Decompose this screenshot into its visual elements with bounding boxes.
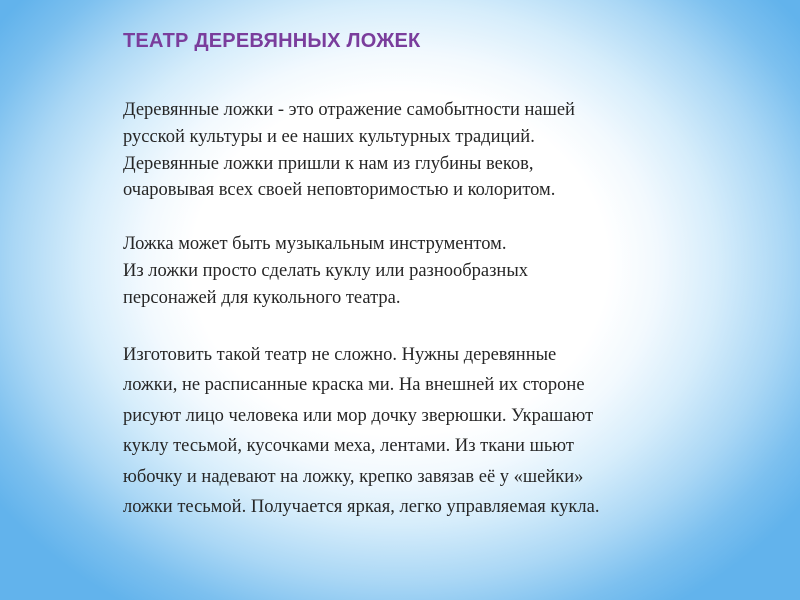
paragraph-making <box>123 340 599 522</box>
text-line: юбочку и надевают на ложку, крепко завязав её у «шейки» <box>123 466 584 487</box>
text-line: ложки, не расписанные краска ми. На внешней их стороне <box>123 375 585 396</box>
slide-title: ТЕАТР ДЕРЕВЯННЫХ ЛОЖЕК <box>123 30 421 52</box>
text-line: рисуют лицо человека или мор дочку зверюшки. Украшают <box>123 405 594 426</box>
text-line: Изготовить такой театр не сложно. Нужны деревянные <box>123 345 557 365</box>
paragraph-intro <box>123 97 575 204</box>
text-line: очаровывая всех своей неповторимостью и колоритом. <box>123 180 556 201</box>
paragraph-instrument <box>123 231 528 311</box>
text-line: персонажей для кукольного театра. <box>123 287 401 308</box>
text-line: Ложка может быть музыкальным инструментом. <box>123 234 507 254</box>
text-line: Деревянные ложки - это отражение самобытности нашей <box>123 100 575 120</box>
text-line: Из ложки просто сделать куклу или разнообразных <box>123 260 529 281</box>
text-line: русской культуры и ее наших культурных традиций. <box>123 126 535 147</box>
text-line: куклу тесьмой, кусочками меха, лентами. Из ткани шьют <box>123 436 574 457</box>
text-line: ложки тесьмой. Получается яркая, легко управляемая кукла. <box>123 497 600 518</box>
text-line: Деревянные ложки пришли к нам из глубины веков, <box>123 153 534 174</box>
